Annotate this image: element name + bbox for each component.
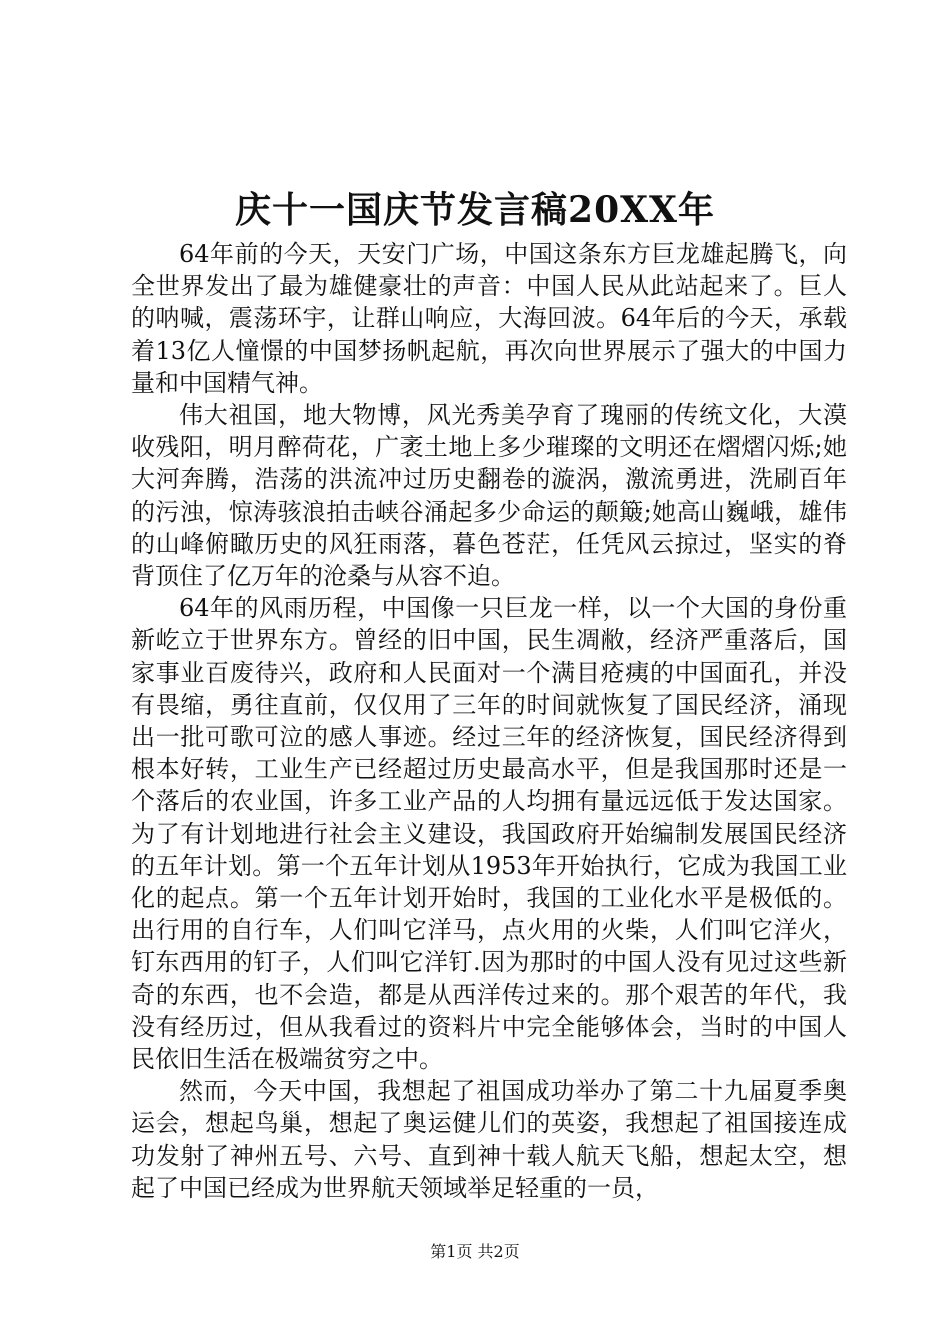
paragraph: 64年前的今天，天安门广场，中国这条东方巨龙雄起腾飞，向全世界发出了最为雄健豪壮的声音：中国人民从此站起来了。巨人的呐喊，震荡环宇，让群山响应，大海回波。64年后的今天，承载着13亿人憧憬的中国梦扬帆起航，再次向世界展示了强大的中国力量和中国精气神。 <box>131 240 847 397</box>
page-number-footer: 第1页 共2页 <box>430 1242 520 1261</box>
paragraph: 伟大祖国，地大物博，风光秀美孕育了瑰丽的传统文化，大漠收残阳，明月醉荷花，广袤土地上多少璀璨的文明还在熠熠闪烁;她大河奔腾，浩荡的洪流冲过历史翻卷的漩涡，激流勇进，洗刷百年的污浊，惊涛骇浪拍击峡谷涌起多少命运的颠簸;她高山巍峨，雄伟的山峰俯瞰历史的风狂雨落，暮色苍茫，任凭风云掠过，坚实的脊背顶住了亿万年的沧桑与从容不迫。 <box>131 401 847 591</box>
page-title: 庆十一国庆节发言稿20XX年 <box>235 189 715 231</box>
paragraph: 然而，今天中国，我想起了祖国成功举办了第二十九届夏季奥运会，想起鸟巢，想起了奥运健儿们的英姿，我想起了祖国接连成功发射了神州五号、六号、直到神十载人航天飞船，想起太空，想起了中国已经成为世界航天领域举足轻重的一员， <box>131 1077 847 1202</box>
document-body <box>131 238 847 1204</box>
paragraph: 64年的风雨历程，中国像一只巨龙一样，以一个大国的身份重新屹立于世界东方。曾经的旧中国，民生凋敝，经济严重落后，国家事业百废待兴，政府和人民面对一个满目疮痍的中国面孔，并没有畏缩，勇往直前，仅仅用了三年的时间就恢复了国民经济，涌现出一批可歌可泣的感人事迹。经过三年的经济恢复，国民经济得到根本好转，工业生产已经超过历史最高水平，但是我国那时还是一个落后的农业国，许多工业产品的人均拥有量远远低于发达国家。为了有计划地进行社会主义建设，我国政府开始编制发展国民经济的五年计划。第一个五年计划从1953年开始执行，它成为我国工业化的起点。第一个五年计划开始时，我国的工业化水平是极低的。出行用的自行车，人们叫它洋马，点火用的火柴，人们叫它洋火，钉东西用的钉子，人们叫它洋钉.因为那时的中国人没有见过这些新奇的东西，也不会造，都是从西洋传过来的。那个艰苦的年代，我没有经历过，但从我看过的资料片中完全能够体会，当时的中国人民依旧生活在极端贫穷之中。 <box>131 594 847 1074</box>
